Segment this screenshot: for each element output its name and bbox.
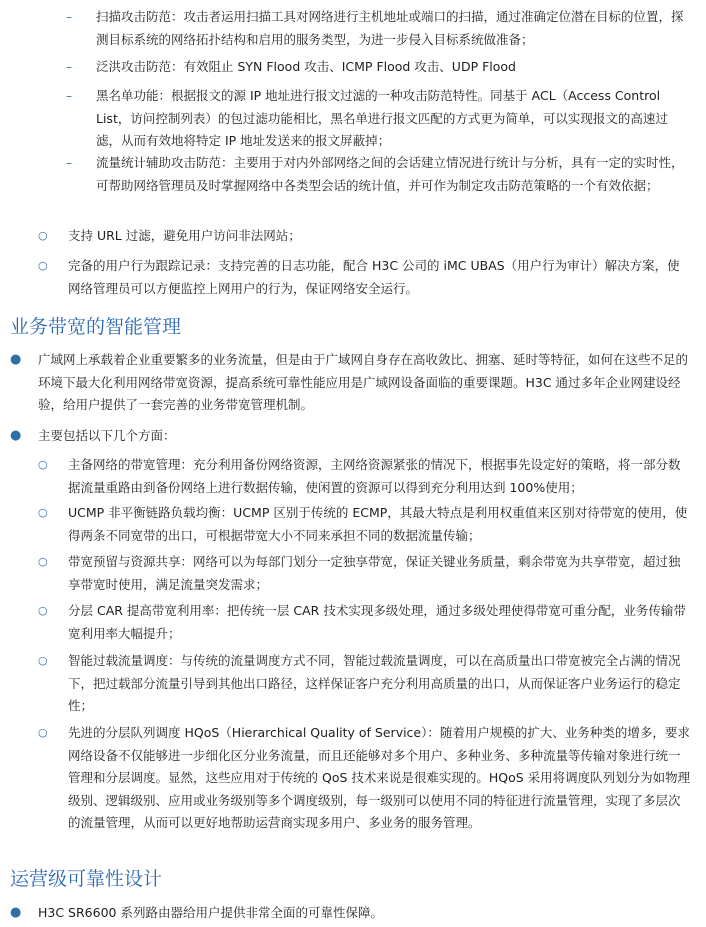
circle-bullet-icon: ○ xyxy=(38,726,48,739)
section-heading: 业务带宽的智能管理 xyxy=(10,316,182,338)
list-item-text: 泛洪攻击防范：有效阻止 SYN Flood 攻击、ICMP Flood 攻击、UDP Flood xyxy=(96,59,516,74)
circle-bullet-icon: ○ xyxy=(38,458,48,471)
list-item-text: 支持 URL 过滤，避免用户访问非法网站； xyxy=(68,228,301,243)
list-item-text: 先进的分层队列调度 HQoS（Hierarchical Quality of Service）：随着用户规模的扩大、业务种类的增多，要求网络设备不仅能够进一步细化区分业务流量，而且还能够对多个用户、多种业务、多种流量等传输对象进行统一管理和分层调度。显然，这些应用对于传统的 QoS 技术来说是很难实现的。HQoS 采用将调度队列划分为如物理级别、逻辑级别、应用或业务级别等多个调度级别，每一级别可以使用不同的特征进行流量管理，实现了多层次的流量管理，从而可以更好地帮助运营商实现多用户、多业务的服务管理。 xyxy=(68,725,691,830)
list-item xyxy=(66,56,692,79)
list-item-text: 主备网络的带宽管理：充分利用备份网络资源，主网络资源紧张的情况下，根据事先设定好的策略，将一部分数据流量重路由到备份网络上进行数据传输，使闲置的资源可以得到充分利用达到 100%使用； xyxy=(68,457,681,495)
list-item-text: 扫描攻击防范：攻击者运用扫描工具对网络进行主机地址或端口的扫描，通过准确定位潜在目标的位置，探测目标系统的网络拓扑结构和启用的服务类型，为进一步侵入目标系统做准备； xyxy=(96,9,684,47)
dash-marker: – xyxy=(66,60,72,74)
list-item-text: 主要包括以下几个方面： xyxy=(38,428,176,443)
list-item xyxy=(10,425,692,448)
dot-bullet-icon: ● xyxy=(10,905,22,920)
list-item-text: 广域网上承载着企业重要繁多的业务流量，但是由于广域网自身存在高收敛比、拥塞、延时等特征，如何在这些不足的环境下最大化利用网络带宽资源，提高系统可靠性能应用是广域网设备面临的重要课题。H3C 通过多年企业网建设经验，给用户提供了一套完善的业务带宽管理机制。 xyxy=(38,352,689,412)
list-item xyxy=(38,722,692,835)
list-item xyxy=(38,225,692,248)
list-item xyxy=(38,255,692,300)
section-heading: 运营级可靠性设计 xyxy=(10,868,163,890)
circle-bullet-icon: ○ xyxy=(38,555,48,568)
circle-bullet-icon: ○ xyxy=(38,259,48,272)
list-item xyxy=(38,650,692,718)
list-item xyxy=(38,551,692,596)
list-item xyxy=(38,454,692,499)
list-item xyxy=(38,502,692,547)
dash-marker: – xyxy=(66,156,72,170)
list-item-text: 黑名单功能：根据报文的源 IP 地址进行报文过滤的一种攻击防范特性。同基于 ACL（Access Control List，访问控制列表）的包过滤功能相比，黑名单进行报文匹配的方式更为简单，可以实现报文的高速过滤，从而有效地将特定 IP 地址发送来的报文屏蔽掉； xyxy=(96,88,668,148)
list-item-text: 完备的用户行为跟踪记录：支持完善的日志功能，配合 H3C 公司的 iMC UBAS（用户行为审计）解决方案，使网络管理员可以方便监控上网用户的行为，保证网络安全运行。 xyxy=(68,258,680,296)
list-item-text: 智能过载流量调度：与传统的流量调度方式不同，智能过载流量调度，可以在高质量出口带宽被完全占满的情况下，把过载部分流量引导到其他出口路径，这样保证客户充分利用高质量的出口，从而保证客户业务运行的稳定性； xyxy=(68,653,681,713)
list-item xyxy=(66,85,692,153)
dot-bullet-icon: ● xyxy=(10,428,22,443)
list-item-text: UCMP 非平衡链路负载均衡：UCMP 区别于传统的 ECMP，其最大特点是利用权重值来区别对待带宽的使用，使得两条不同宽带的出口，可根据带宽大小不同来承担不同的数据流量传输； xyxy=(68,505,688,543)
circle-bullet-icon: ○ xyxy=(38,604,48,617)
list-item xyxy=(10,902,692,925)
list-item-text: 分层 CAR 提高带宽利用率：把传统一层 CAR 技术实现多级处理，通过多级处理使得带宽可重分配，业务传输带宽利用率大幅提升； xyxy=(68,603,686,641)
list-item xyxy=(66,152,692,197)
dash-marker: – xyxy=(66,89,72,103)
list-item xyxy=(10,349,692,417)
dash-marker: – xyxy=(66,10,72,24)
dot-bullet-icon: ● xyxy=(10,352,22,367)
list-item xyxy=(38,600,692,645)
list-item xyxy=(66,6,692,51)
circle-bullet-icon: ○ xyxy=(38,229,48,242)
circle-bullet-icon: ○ xyxy=(38,506,48,519)
list-item-text: 带宽预留与资源共享：网络可以为每部门划分一定独享带宽，保证关键业务质量，剩余带宽为共享带宽，超过独享带宽时使用，满足流量突发需求； xyxy=(68,554,681,592)
list-item-text: H3C SR6600 系列路由器给用户提供非常全面的可靠性保障。 xyxy=(38,905,383,920)
circle-bullet-icon: ○ xyxy=(38,654,48,667)
list-item-text: 流量统计辅助攻击防范：主要用于对内外部网络之间的会话建立情况进行统计与分析，具有一定的实时性，可帮助网络管理员及时掌握网络中各类型会话的统计值，并可作为制定攻击防范策略的一个有效依据； xyxy=(96,155,684,193)
